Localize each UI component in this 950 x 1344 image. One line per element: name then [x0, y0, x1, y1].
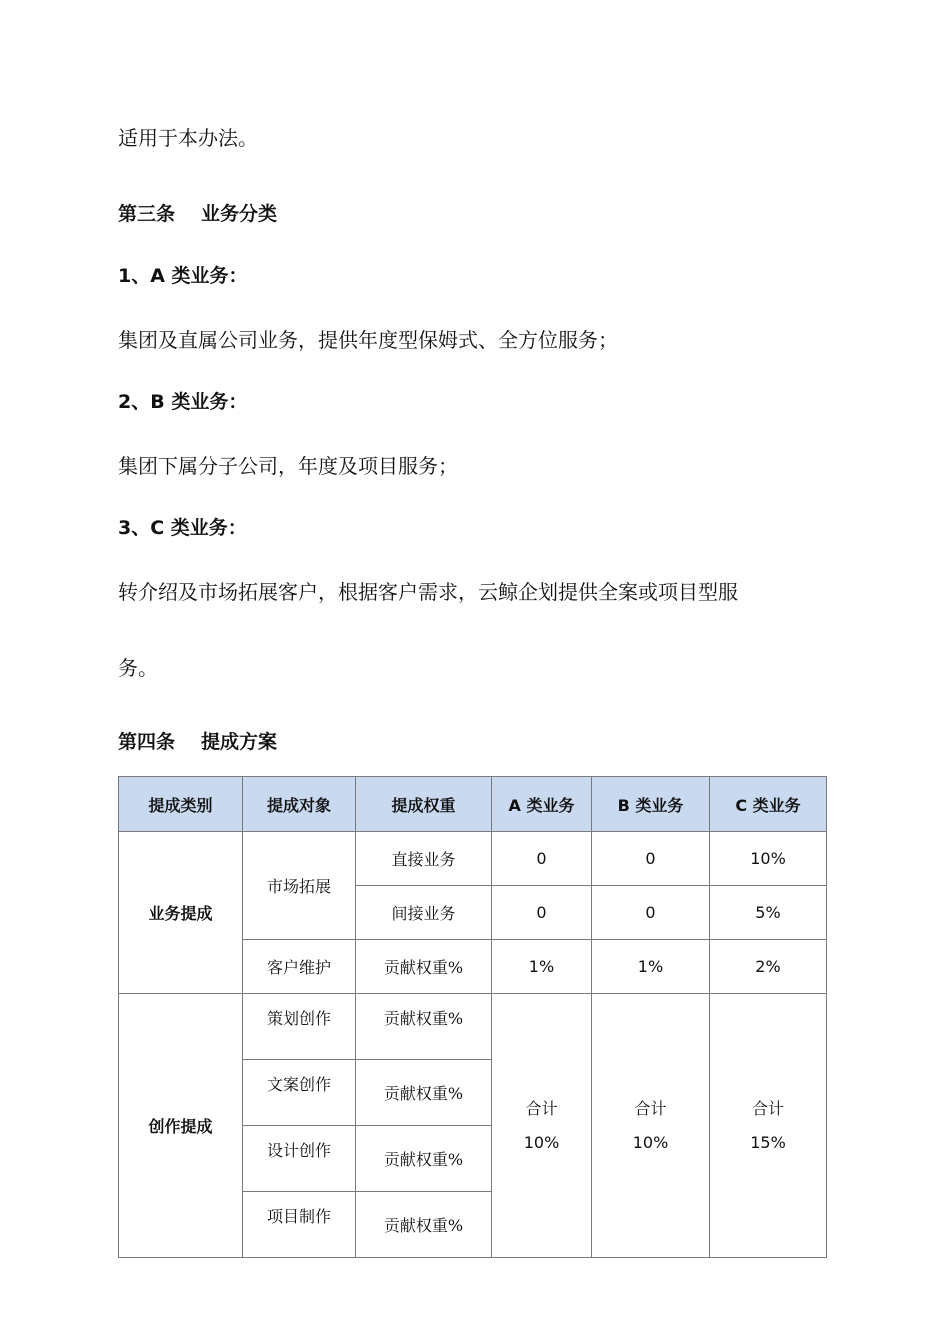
b-class-heading: 2、B 类业务： [118, 391, 248, 413]
table-row [119, 832, 827, 886]
c-class-text-line2: 务。 [118, 656, 158, 680]
indirect-business-cell: 间接业务 [356, 886, 492, 940]
a-class-text: 集团及直属公司业务，提供年度型保姆式、全方位服务； [118, 328, 618, 352]
table-header-row [119, 777, 827, 832]
copywriting-creation-cell: 文案创作 [243, 1060, 356, 1126]
maintain-a-cell: 1% [492, 940, 592, 994]
planning-creation-cell: 策划创作 [243, 994, 356, 1060]
design-creation-cell: 设计创作 [243, 1126, 356, 1192]
commission-table [118, 776, 827, 1258]
c-total-label: 合计 [751, 1098, 784, 1118]
direct-a-cell: 0 [492, 832, 592, 886]
b-total-value: 10% [632, 1132, 669, 1152]
maintain-c-cell: 2% [710, 940, 827, 994]
paragraph-intro: 适用于本办法。 [118, 126, 258, 150]
a-class-heading: 1、A 类业务： [118, 265, 248, 287]
header-a-class: A 类业务 [492, 777, 592, 832]
table-row [119, 994, 827, 1060]
a-total-value: 10% [523, 1132, 560, 1152]
project-production-cell: 项目制作 [243, 1192, 356, 1258]
direct-b-cell: 0 [592, 832, 710, 886]
b-class-text: 集团下属分子公司，年度及项目服务； [118, 454, 458, 478]
c-total-value: 15% [750, 1132, 786, 1152]
production-weight-cell: 贡献权重% [356, 1192, 492, 1258]
header-target: 提成对象 [243, 777, 356, 832]
direct-business-cell: 直接业务 [356, 832, 492, 886]
design-weight-cell: 贡献权重% [356, 1126, 492, 1192]
creative-category-cell: 创作提成 [119, 994, 243, 1258]
article-3-number: 第三条 [118, 203, 176, 225]
planning-weight-cell: 贡献权重% [356, 994, 492, 1060]
indirect-c-cell: 5% [710, 886, 827, 940]
article-3-title: 业务分类 [201, 203, 278, 225]
a-total-cell [492, 994, 592, 1258]
c-class-heading: 3、C 类业务： [118, 517, 247, 539]
c-class-text-line1: 转介绍及市场拓展客户，根据客户需求，云鲸企划提供全案或项目型服 [118, 580, 738, 604]
indirect-b-cell: 0 [592, 886, 710, 940]
maintain-weight-cell: 贡献权重% [356, 940, 492, 994]
a-total-label: 合计 [525, 1098, 558, 1118]
b-total-label: 合计 [634, 1098, 667, 1118]
header-category: 提成类别 [119, 777, 243, 832]
business-category-cell: 业务提成 [119, 832, 243, 994]
copywriting-weight-cell: 贡献权重% [356, 1060, 492, 1126]
customer-maintain-cell: 客户维护 [243, 940, 356, 994]
market-expansion-cell: 市场拓展 [243, 832, 356, 940]
header-weight: 提成权重 [356, 777, 492, 832]
article-3-heading [118, 200, 277, 228]
article-4-number: 第四条 [118, 731, 176, 753]
header-c-class: C 类业务 [710, 777, 827, 832]
maintain-b-cell: 1% [592, 940, 710, 994]
article-4-title: 提成方案 [201, 731, 278, 753]
c-total-cell [710, 994, 827, 1258]
header-b-class: B 类业务 [592, 777, 710, 832]
direct-c-cell: 10% [710, 832, 827, 886]
b-total-cell [592, 994, 710, 1258]
indirect-a-cell: 0 [492, 886, 592, 940]
article-4-heading [118, 728, 277, 756]
